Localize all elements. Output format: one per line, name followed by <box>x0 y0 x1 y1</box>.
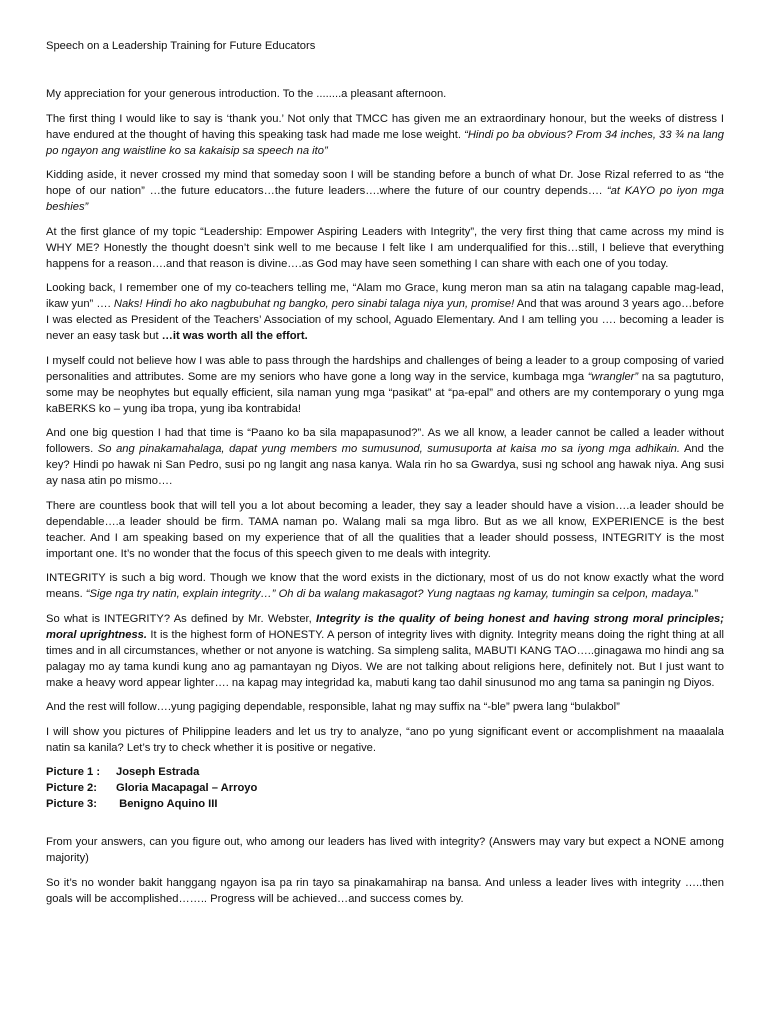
text-run: Kidding aside, it never crossed my mind that someday soon I will be standing before a bunch of what Dr. Jose Rizal referred to as “the hope of our nation” …the future educators…the future leaders….where the future of our country depends…. <box>46 169 724 197</box>
paragraph <box>46 111 724 159</box>
picture-name: Joseph Estrada <box>116 766 200 778</box>
text-run: “wrangler” <box>587 370 639 383</box>
text-run: Naks! Hindi ho ako nagbubuhat ng bangko, pero sinabi talaga niya yun, promise! <box>113 298 515 310</box>
text-run: Looking back, I remember one of my co-teachers telling me, “Alam mo Grace, kung meron man sa atin na talagang capable mag-lead, ikaw yun” …. <box>46 282 724 310</box>
text-run: And the rest will follow….yung pagiging dependable, responsible, lahat ng may suffix na “-ble” pwera lang “bulakbol” <box>46 701 620 713</box>
picture-list <box>46 764 724 812</box>
text-run: There are countless book that will tell you a lot about becoming a leader, they say a leader should have a vision….a leader should be dependable….a leader should be firm. TAMA naman po. Walang mali sa mga libro. But as we all know, EXPERIENCE is the best teacher. And I am speaking based on my experience that of all the qualities that a leader should possess, INTEGRITY is the most important one. It’s no wonder that the focus of this speech given to me deals with integrity. <box>46 499 724 560</box>
paragraph <box>46 611 724 691</box>
paragraph: From your answers, can you figure out, who among our leaders has lived with integrity? (Answers may vary but expect a NONE among majority) <box>46 836 724 864</box>
text-run: The first thing I would like to say is ‘thank you.’ Not only that TMCC has given me an extraordinary honour, but the weeks of distress I have endured at the thought of having this speaking task had made me lose weight. <box>46 112 724 141</box>
text-run: And that was around 3 years ago…before I was elected as President of the Teachers’ Association of my school, Aguado Elementary. And I am telling you …. becoming a leader is never an easy task but <box>46 298 725 342</box>
document-title: Speech on a Leadership Training for Future Educators <box>46 40 316 52</box>
text-run: …it was worth all the effort. <box>161 330 308 342</box>
picture-label: Picture 3: <box>46 798 97 810</box>
picture-label: Picture 1 : <box>46 766 101 778</box>
paragraph <box>46 224 724 272</box>
text-run: na sa pagtuturo, some may be neophytes but equally efficient, sila naman yung mga “pasikat” at “pa-epal” and others are my contemporary o yung mga kaBERKS ko – yung iba tropa, yung iba kontrabida! <box>46 370 724 415</box>
picture-name: Benigno Aquino III <box>116 798 218 810</box>
closing-section <box>46 834 724 907</box>
paragraph <box>46 699 724 715</box>
picture-item <box>46 780 724 796</box>
paragraph: So it’s no wonder bakit hanggang ngayon isa pa rin tayo sa pinakamahirap na bansa. And unless a leader lives with integrity …..then goals will be accomplished…….. Progress will be achieved…and success comes by. <box>46 876 724 905</box>
paragraph <box>46 498 724 562</box>
paragraph <box>46 280 724 344</box>
speech-body <box>46 86 724 756</box>
paragraph <box>46 724 724 756</box>
text-run: And one big question I had that time is “Paano ko ba sila mapapasunod?”. As we all know, a leader cannot be called a leader without followers. <box>46 427 724 455</box>
text-run: So ang pinakamahalaga, dapat yung members mo sumusunod, sumusuporta at kaisa mo sa iyong mga adhikain. <box>97 443 681 455</box>
text-run: “Sige nga try natin, explain integrity…” Oh di ba walang makasagot? Yung nagtaas ng kamay, tumingin sa celpon, madaya. <box>85 588 695 600</box>
text-run: I myself could not believe how I was able to pass through the hardships and challenges of being a leader to a group composing of varied personalities and attributes. Some are my seniors who have gone a long way in the service, kumbaga mga <box>46 354 724 383</box>
text-run: It is the highest form of HONESTY. A person of integrity lives with dignity. Integrity means doing the right thing at all times and in all circumstances, whether or not anyone is watching. Sa simpleng salita, MABUTI KANG TAO…..ginagawa mo hindi ang sa palagay mo ay tama kundi kung ano ag pamantayan ng Diyos. We are not talking about religions here, definitely not. But I just want to make a heavy word appear lighter…. na kapag may integridad ka, mabuti kang tao dahil sinusunod mo ang tama sa paningin ng Diyos. <box>46 628 724 689</box>
picture-item <box>46 796 724 812</box>
paragraph <box>46 167 724 215</box>
text-run: I will show you pictures of Philippine leaders and let us try to analyze, “ano po yung significant event or accomplishment na maaalala natin sa kanila? Let’s try to check whether it is positive or negative. <box>46 725 724 754</box>
text-run: At the first glance of my topic “Leadership: Empower Aspiring Leaders with Integrity”, the very first thing that came across my mind is WHY ME? Honestly the thought doesn’t sink well to me because I felt like I am underqualified for this…still, I believe that everything happens for a reason….and that reason is divine….as God may have seen something I can share with each one of you today. <box>46 225 724 270</box>
picture-label: Picture 2: <box>46 782 97 794</box>
paragraph <box>46 570 724 602</box>
picture-name: Gloria Macapagal – Arroyo <box>116 782 258 794</box>
text-run: ” <box>694 588 699 600</box>
paragraph <box>46 86 724 102</box>
text-run: So what is INTEGRITY? As defined by Mr. Webster, <box>46 612 317 625</box>
paragraph <box>46 425 724 489</box>
text-run: INTEGRITY is such a big word. Though we know that the word exists in the dictionary, most of us do not know exactly what the word means. <box>46 572 724 600</box>
text-run: And the key? Hindi po hawak ni San Pedro, susi po ng langit ang nasa kanya. Wala rin ho sa Gwardya, susi ng school ang hawak niya. Ang susi ay nasa atin po mismo…. <box>46 443 724 487</box>
text-run: Integrity is the quality of being honest and having strong moral principles; moral uprightness. <box>46 612 724 641</box>
picture-item <box>46 764 724 780</box>
text-run: My appreciation for your generous introduction. To the ........a pleasant afternoon. <box>46 88 447 100</box>
text-run: “Hindi po ba obvious? From 34 inches, 33 ¾ na lang po ngayon ang waistline ko sa kakaisip sa speech na ito” <box>46 128 724 157</box>
text-run: “at KAYO po iyon mga beshies” <box>46 185 724 213</box>
paragraph <box>46 353 724 417</box>
